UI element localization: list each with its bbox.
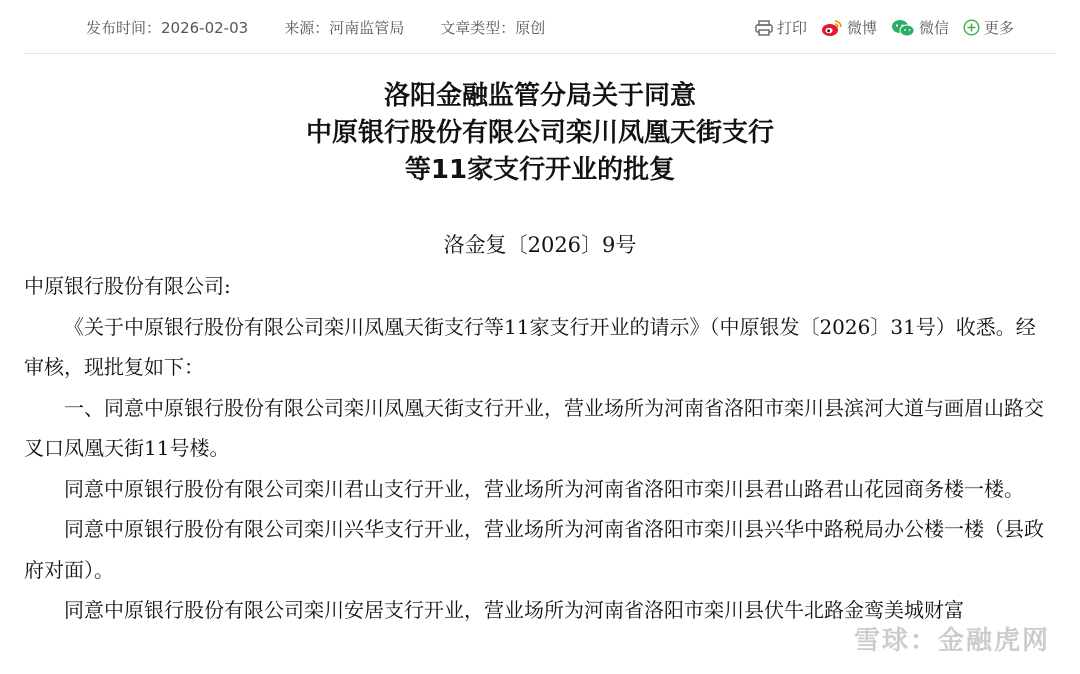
- print-button[interactable]: [755, 17, 807, 38]
- weibo-icon: [821, 19, 843, 37]
- paragraph-5: 同意中原银行股份有限公司栾川安居支行开业，营业场所为河南省洛阳市栾川县伏牛北路金鸾美城财富: [64, 598, 964, 622]
- title-line-2: 中原银行股份有限公司栾川凤凰天街支行: [305, 118, 774, 148]
- more-share-button[interactable]: [963, 17, 1014, 38]
- share-toolbar: [755, 17, 1014, 38]
- weibo-label: 微博: [846, 19, 877, 37]
- paragraph-4: 同意中原银行股份有限公司栾川兴华支行开业，营业场所为河南省洛阳市栾川县兴华中路税局办公楼一楼（县政府对面）。: [24, 517, 1044, 582]
- article-body: [24, 266, 1048, 631]
- article-title: [0, 78, 1080, 189]
- title-line-1: 洛阳金融监管分局关于同意: [383, 81, 696, 111]
- article-meta-bar: [0, 0, 1080, 54]
- meta-divider: [24, 53, 1056, 54]
- wechat-icon: [891, 19, 915, 37]
- paragraph-2: 一、同意中原银行股份有限公司栾川凤凰天街支行开业，营业场所为河南省洛阳市栾川县滨河大道与画眉山路交叉口凤凰天街11号楼。: [24, 395, 1044, 460]
- paragraph-3: 同意中原银行股份有限公司栾川君山支行开业，营业场所为河南省洛阳市栾川县君山路君山花园商务楼一楼。: [64, 476, 1024, 501]
- more-label: 更多: [983, 19, 1014, 37]
- addressee: 中原银行股份有限公司:: [24, 274, 231, 298]
- wechat-share-button[interactable]: [891, 17, 949, 38]
- document-number: 洛金复〔2026〕9号: [443, 233, 637, 257]
- wechat-label: 微信: [918, 19, 949, 37]
- paragraph-1: 《关于中原银行股份有限公司栾川凤凰天街支行等11家支行开业的请示》（中原银发〔2026〕31号）收悉。经审核，现批复如下：: [24, 314, 1036, 379]
- article-meta-info: [86, 17, 545, 38]
- title-line-3: 等11家支行开业的批复: [404, 155, 676, 185]
- article-source: 来源：河南监管局: [284, 19, 405, 37]
- plus-circle-icon: [963, 19, 980, 36]
- watermark: 雪球：金融虎网: [853, 626, 1050, 656]
- print-label: 打印: [776, 19, 807, 37]
- printer-icon: [755, 20, 773, 36]
- article-type: 文章类型：原创: [440, 19, 546, 37]
- publish-time: 发布时间：2026-02-03: [86, 19, 249, 37]
- weibo-share-button[interactable]: [821, 17, 877, 38]
